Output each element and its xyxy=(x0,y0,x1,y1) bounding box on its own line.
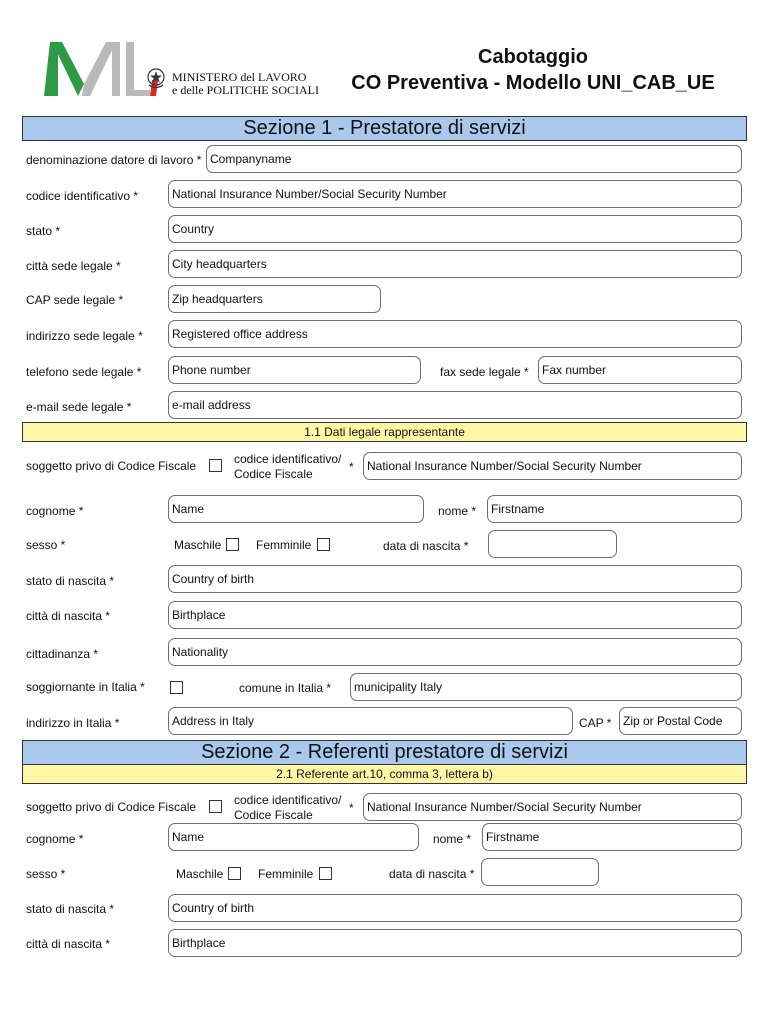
ref-maschile-checkbox[interactable] xyxy=(228,867,241,880)
cognome-label: cognome * xyxy=(26,504,84,518)
cap-italia-label: CAP * xyxy=(579,716,612,730)
maschile-checkbox[interactable] xyxy=(226,538,239,551)
codice-cf-field[interactable] xyxy=(363,452,742,480)
codice-identificativo-label: codice identificativo * xyxy=(26,189,139,203)
soggiornante-checkbox[interactable] xyxy=(170,681,183,694)
cap-italia-field[interactable] xyxy=(619,707,742,735)
ref-codice-cf-label-1: codice identificativo/ xyxy=(234,793,342,807)
ref-nome-label: nome * xyxy=(433,832,472,846)
codice-cf-required: * xyxy=(349,460,354,474)
subsection-2-1-header: 2.1 Referente art.10, comma 3, lettera b) xyxy=(22,764,747,784)
data-nascita-label: data di nascita * xyxy=(383,539,469,553)
stato-field[interactable] xyxy=(168,215,742,243)
ref-codice-cf-required: * xyxy=(349,801,354,815)
citta-sede-field[interactable] xyxy=(168,250,742,278)
telefono-label: telefono sede legale * xyxy=(26,365,142,379)
indirizzo-sede-label: indirizzo sede legale * xyxy=(26,329,143,343)
ref-stato-nascita-label: stato di nascita * xyxy=(26,902,115,916)
ref-citta-nascita-field[interactable] xyxy=(168,929,742,957)
stato-nascita-label: stato di nascita * xyxy=(26,574,115,588)
soggiornante-label: soggiornante in Italia * xyxy=(26,680,145,694)
ref-privo-cf-label: soggetto privo di Codice Fiscale xyxy=(26,800,197,814)
ref-stato-nascita-field[interactable] xyxy=(168,894,742,922)
codice-cf-label-2: Codice Fiscale xyxy=(234,467,313,481)
cap-sede-field[interactable] xyxy=(168,285,381,313)
section-1-header: Sezione 1 - Prestatore di servizi xyxy=(22,116,747,141)
form-title: Cabotaggio xyxy=(478,46,588,68)
ref-sesso-label: sesso * xyxy=(26,867,66,881)
fax-field[interactable] xyxy=(538,356,742,384)
data-nascita-field[interactable] xyxy=(488,530,617,558)
nome-field[interactable] xyxy=(487,495,742,523)
sesso-label: sesso * xyxy=(26,538,66,552)
cognome-field[interactable] xyxy=(168,495,424,523)
ref-cognome-field[interactable] xyxy=(168,823,419,851)
section-2-header: Sezione 2 - Referenti prestatore di servizi xyxy=(22,740,747,765)
cittadinanza-field[interactable] xyxy=(168,638,742,666)
telefono-field[interactable] xyxy=(168,356,421,384)
femminile-label: Femminile xyxy=(256,538,312,552)
codice-cf-label-1: codice identificativo/ xyxy=(234,452,342,466)
ref-femminile-label: Femminile xyxy=(258,867,314,881)
denominazione-field[interactable] xyxy=(206,145,742,173)
denominazione-label: denominazione datore di lavoro * xyxy=(26,153,202,167)
stato-nascita-field[interactable] xyxy=(168,565,742,593)
ref-data-nascita-label: data di nascita * xyxy=(389,867,475,881)
citta-sede-label: città sede legale * xyxy=(26,259,121,273)
ref-codice-cf-label-2: Codice Fiscale xyxy=(234,808,313,822)
citta-nascita-field[interactable] xyxy=(168,601,742,629)
indirizzo-sede-field[interactable] xyxy=(168,320,742,348)
ref-nome-field[interactable] xyxy=(482,823,742,851)
ref-citta-nascita-label: città di nascita * xyxy=(26,937,111,951)
email-label: e-mail sede legale * xyxy=(26,400,132,414)
ref-femminile-checkbox[interactable] xyxy=(319,867,332,880)
ministry-name-line2: e delle POLITICHE SOCIALI xyxy=(172,83,319,97)
citta-nascita-label: città di nascita * xyxy=(26,609,111,623)
codice-identificativo-field[interactable] xyxy=(168,180,742,208)
ref-codice-cf-field[interactable] xyxy=(363,793,742,821)
cittadinanza-label: cittadinanza * xyxy=(26,647,99,661)
maschile-label: Maschile xyxy=(174,538,222,552)
femminile-checkbox[interactable] xyxy=(317,538,330,551)
comune-field[interactable] xyxy=(350,673,742,701)
nome-label: nome * xyxy=(438,504,477,518)
ministry-logo xyxy=(38,34,318,102)
emblem-icon xyxy=(146,66,166,90)
privo-cf-label: soggetto privo di Codice Fiscale xyxy=(26,459,197,473)
ref-cognome-label: cognome * xyxy=(26,832,84,846)
stato-label: stato * xyxy=(26,224,61,238)
ministry-name-line1: MINISTERO del LAVORO xyxy=(172,70,307,84)
fax-label: fax sede legale * xyxy=(440,365,529,379)
ref-maschile-label: Maschile xyxy=(176,867,224,881)
ref-data-nascita-field[interactable] xyxy=(481,858,599,886)
comune-label: comune in Italia * xyxy=(239,681,332,695)
indirizzo-italia-label: indirizzo in Italia * xyxy=(26,716,120,730)
subsection-1-1-header: 1.1 Dati legale rappresentante xyxy=(22,422,747,442)
privo-cf-checkbox[interactable] xyxy=(209,459,222,472)
email-field[interactable] xyxy=(168,391,742,419)
indirizzo-italia-field[interactable] xyxy=(168,707,573,735)
cap-sede-label: CAP sede legale * xyxy=(26,293,124,307)
form-subtitle: CO Preventiva - Modello UNI_CAB_UE xyxy=(351,72,715,94)
ref-privo-cf-checkbox[interactable] xyxy=(209,800,222,813)
